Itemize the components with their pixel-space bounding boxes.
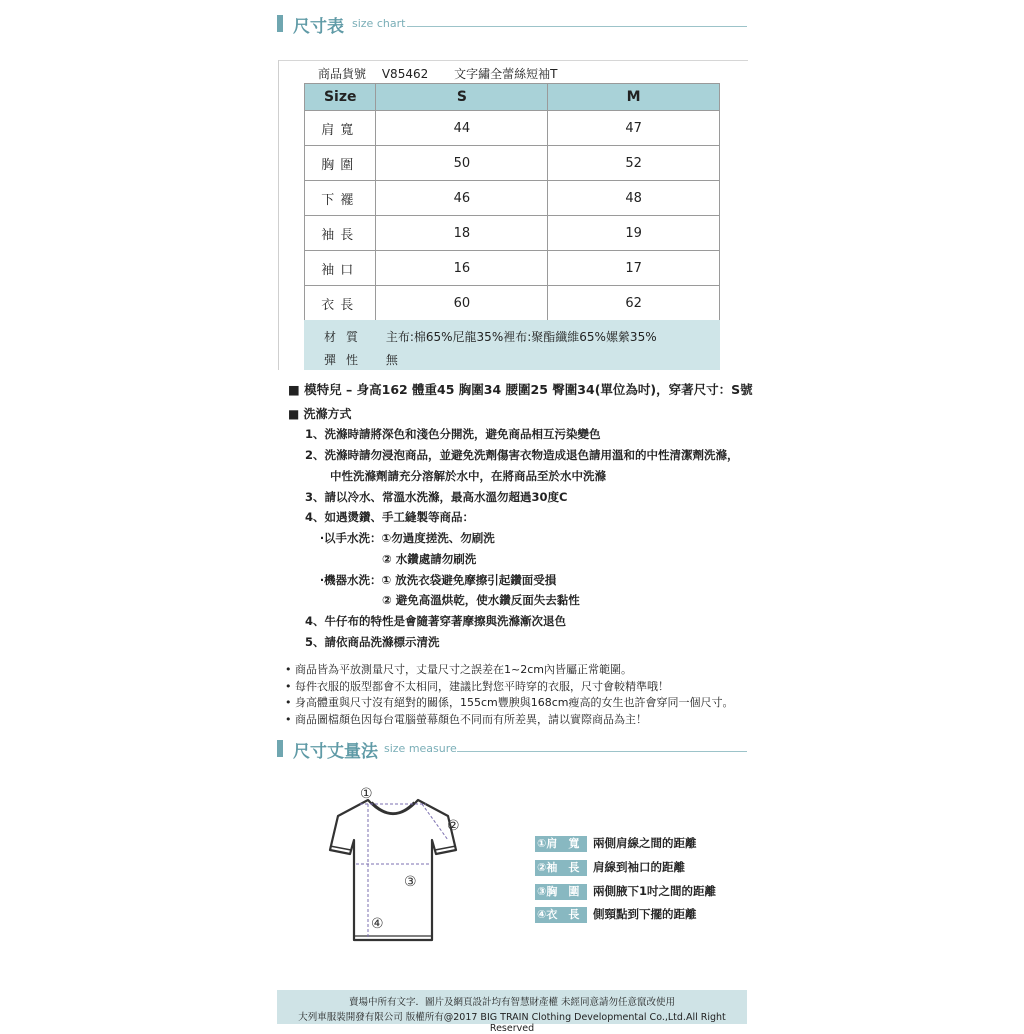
cell-s: 50 <box>376 146 548 181</box>
legend-tag: ②袖 長 <box>535 860 587 876</box>
table-row <box>305 216 720 251</box>
tshirt-diagram-icon <box>320 780 500 945</box>
elastic-label: 彈性 <box>324 353 369 367</box>
marker-4: ④ <box>371 916 384 932</box>
note-line: • 每件衣服的版型都會不太相同，建議比對您平時穿的衣服，尺寸會較精準哦！ <box>285 679 669 693</box>
header-m: M <box>548 84 720 111</box>
wash-line: 3、請以冷水、常溫水洗滌，最高水溫勿超過30度C <box>305 490 568 504</box>
table-row <box>305 181 720 216</box>
legend-text: 兩側肩線之間的距離 <box>593 836 697 850</box>
size-chart-subtitle: size chart <box>352 17 406 30</box>
elastic-value: 無 <box>385 353 398 367</box>
legend-item <box>535 903 697 923</box>
wash-line: 4、如遇燙鑽、手工縫製等商品： <box>305 510 474 524</box>
frame-left-line <box>278 60 279 370</box>
row-label: 下襬 <box>305 181 376 216</box>
frame-top-line <box>278 60 748 61</box>
cell-m: 47 <box>548 111 720 146</box>
footer-copyright: 大列車服裝開發有限公司 版權所有@2017 BIG TRAIN Clothing Developmental Co.,Ltd.All Right Reserved <box>298 1012 726 1034</box>
cell-s: 46 <box>376 181 548 216</box>
cell-s: 18 <box>376 216 548 251</box>
table-row <box>305 286 720 321</box>
material-panel <box>304 320 720 370</box>
material-label: 材質 <box>324 330 369 344</box>
cell-m: 52 <box>548 146 720 181</box>
legend-item <box>535 856 685 876</box>
divider-line <box>457 751 747 752</box>
cell-s: 44 <box>376 111 548 146</box>
product-code: V85462 <box>381 67 429 81</box>
legend-tag: ④衣 長 <box>535 907 587 923</box>
table-row <box>305 146 720 181</box>
wash-line: 1、洗滌時請將深色和淺色分開洗，避免商品相互污染變色 <box>305 427 601 441</box>
cell-m: 62 <box>548 286 720 321</box>
size-measure-title: 尺寸丈量法 <box>293 742 378 762</box>
header-size: Size <box>305 84 376 111</box>
cell-m: 19 <box>548 216 720 251</box>
table-row <box>305 111 720 146</box>
row-label: 胸圍 <box>305 146 376 181</box>
row-label: 衣長 <box>305 286 376 321</box>
size-measure-header <box>277 739 747 762</box>
size-table <box>304 83 720 321</box>
wash-line: 4、牛仔布的特性是會隨著穿著摩擦與洗滌漸次退色 <box>305 614 566 628</box>
table-row <box>305 251 720 286</box>
size-table-header-row <box>305 84 720 111</box>
tshirt-outline <box>330 800 456 940</box>
material-value: 主布:棉65%尼龍35%裡布:聚酯纖維65%嫘縈35% <box>385 330 657 344</box>
legend-text: 肩線到袖口的距離 <box>593 860 685 874</box>
cell-m: 48 <box>548 181 720 216</box>
product-name: 文字繡全蕾絲短袖T <box>454 67 558 81</box>
row-label: 肩寬 <box>305 111 376 146</box>
size-chart-header <box>277 14 747 37</box>
notes <box>285 662 734 728</box>
note-line: • 身高體重與尺寸沒有絕對的關係，155cm豐腴與168cm瘦高的女生也許會穿同一個尺寸。 <box>285 696 734 709</box>
legend-text: 兩側腋下1吋之間的距離 <box>593 884 717 898</box>
legend-text: 側頸點到下擺的距離 <box>593 907 697 921</box>
wash-line: ② 水鑽處請勿刷洗 <box>382 552 477 566</box>
marker-3: ③ <box>404 874 417 890</box>
product-label: 商品貨號 <box>318 67 367 81</box>
footer-notice: 賣場中所有文字．圖片及網頁設計均有智慧財產權 未經同意請勿任意竄改使用 <box>348 997 676 1008</box>
cell-m: 17 <box>548 251 720 286</box>
footer <box>277 990 747 1034</box>
accent-bar <box>277 15 283 32</box>
wash-line: ‧以手水洗：①勿過度搓洗、勿刷洗 <box>320 531 495 545</box>
material-row <box>324 328 657 345</box>
wash-title: ■ 洗滌方式 <box>288 407 352 421</box>
divider-line <box>407 26 747 27</box>
marker-1: ① <box>360 786 373 802</box>
wash-line: ‧機器水洗：① 放洗衣袋避免摩擦引起鑽面受損 <box>320 573 557 587</box>
product-info <box>318 65 557 82</box>
cell-s: 16 <box>376 251 548 286</box>
wash-line: 中性洗滌劑請充分溶解於水中，在將商品至於水中洗滌 <box>330 469 606 483</box>
size-chart-title: 尺寸表 <box>293 17 344 37</box>
wash-line: ② 避免高溫烘乾，使水鑽反面失去黏性 <box>382 593 580 607</box>
model-info: ■ 模特兒 – 身高162 體重45 胸圍34 腰圍25 臀圍34(單位為吋)，穿著尺寸：S號 <box>288 382 753 397</box>
legend-item <box>535 880 716 900</box>
legend-item <box>535 832 697 852</box>
note-line: • 商品皆為平放測量尺寸，丈量尺寸之誤差在1~2cm內皆屬正常範圍。 <box>285 663 632 676</box>
wash-line: 5、請依商品洗滌標示清洗 <box>305 635 440 649</box>
size-measure-subtitle: size measure <box>384 742 457 755</box>
marker-2: ② <box>447 818 460 834</box>
header-s: S <box>376 84 548 111</box>
legend-tag: ①肩 寬 <box>535 836 587 852</box>
row-label: 袖長 <box>305 216 376 251</box>
row-label: 袖口 <box>305 251 376 286</box>
legend-tag: ③胸 圍 <box>535 884 587 900</box>
elastic-row <box>324 351 398 368</box>
note-line: • 商品圖檔顏色因每台電腦螢幕顏色不同而有所差異，請以實際商品為主！ <box>285 712 647 726</box>
cell-s: 60 <box>376 286 548 321</box>
accent-bar <box>277 740 283 757</box>
wash-line: 2、洗滌時請勿浸泡商品，並避免洗劑傷害衣物造成退色請用溫和的中性清潔劑洗滌， <box>305 448 739 462</box>
